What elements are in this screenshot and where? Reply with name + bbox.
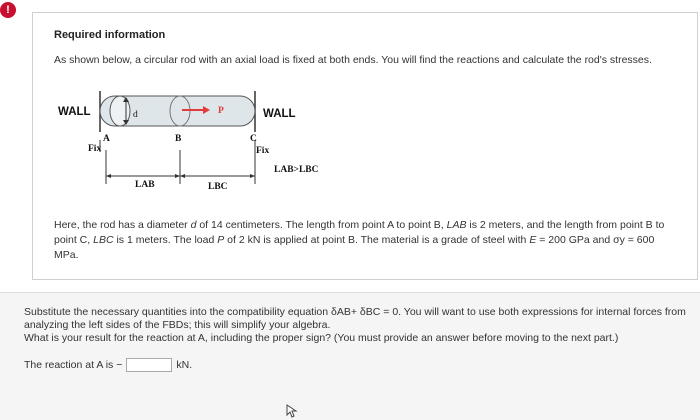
label-c: C xyxy=(250,134,257,144)
length-relation: LAB>LBC xyxy=(274,165,319,175)
reaction-a-input[interactable] xyxy=(126,358,172,372)
label-d: d xyxy=(133,110,138,120)
answer-label: The reaction at A is − xyxy=(24,359,123,371)
mouse-cursor-icon xyxy=(286,404,298,418)
fix-right-label: Fix xyxy=(256,146,270,156)
left-wall-label: WALL xyxy=(58,106,91,118)
intro-text: As shown below, a circular rod with an axial load is fixed at both ends. You will find the reactions and calculate the rod's stresses. xyxy=(54,54,652,66)
label-a: A xyxy=(103,134,110,144)
fix-left-label: Fix xyxy=(88,144,102,154)
question-line-1: Substitute the necessary quantities into the compatibility equation δAB+ δBC = 0. You will want to use both expressions for internal forces from analyzing the left sides of the FBDs; this will simplify your algebra. xyxy=(24,306,686,331)
answer-row xyxy=(24,358,192,372)
answer-unit: kN. xyxy=(176,359,193,371)
label-p: P xyxy=(218,106,224,116)
alert-icon: ! xyxy=(0,2,16,18)
question-text xyxy=(24,306,689,345)
label-lbc: LBC xyxy=(208,182,228,192)
label-b: B xyxy=(175,134,182,144)
question-line-2: What is your result for the reaction at A, including the proper sign? (You must provide an answer before moving to the next part.) xyxy=(24,332,619,344)
label-lab: LAB xyxy=(135,180,155,190)
required-info-title: Required information xyxy=(54,29,166,41)
problem-statement: Here, the rod has a diameter d of 14 centimeters. The length from point A to point B, LAB is 2 meters, and the length from point B to point C, LBC is 1 meters. The load P of 2 kN is applied at point B. The material is a grade of steel with E = 200 GPa and σy = 600 MPa. xyxy=(54,219,665,261)
rod-figure xyxy=(60,88,350,198)
right-wall-label: WALL xyxy=(263,108,296,120)
